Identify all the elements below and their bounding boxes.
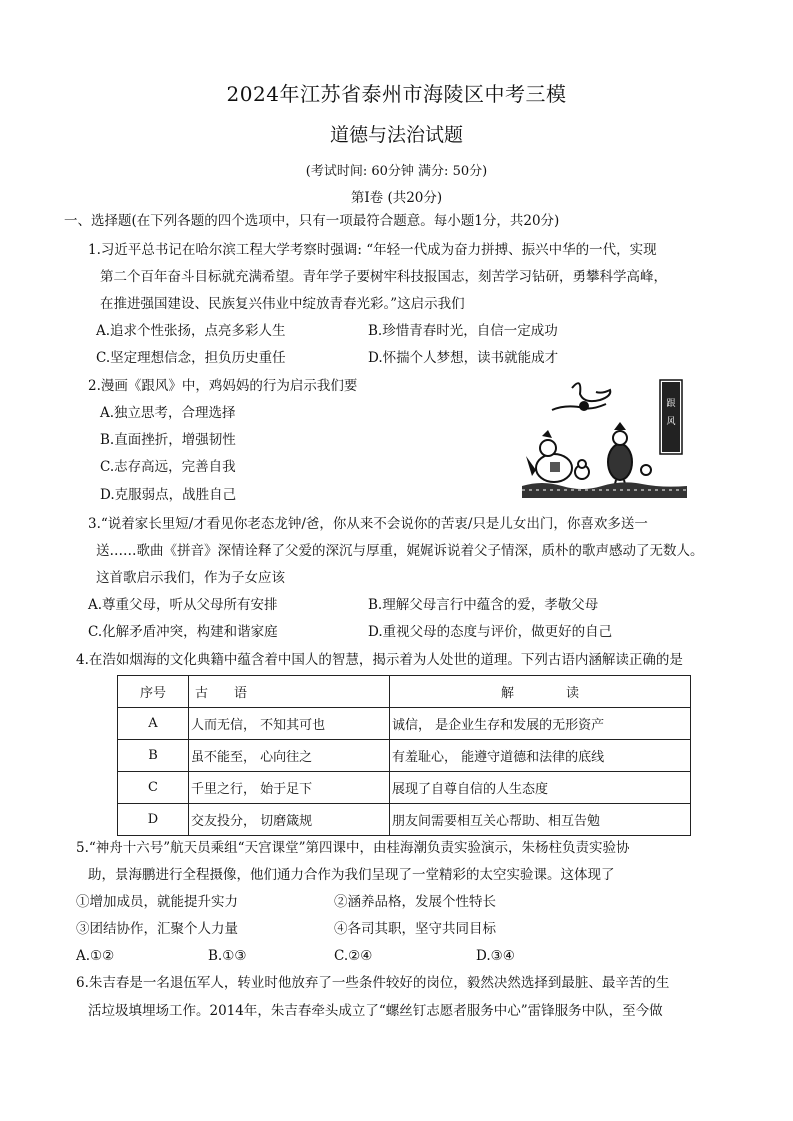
q4-table bbox=[117, 675, 691, 836]
q4-cell-quote: 交友投分， 切磨箴规 bbox=[189, 804, 390, 836]
q4-table-header bbox=[118, 676, 691, 708]
table-row bbox=[118, 804, 691, 836]
q5-item-2: ②涵养品格，发展个性特长 bbox=[334, 894, 496, 910]
q5-option-b: B.①③ bbox=[208, 948, 247, 964]
q1-option-a: A.追求个性张扬，点亮多彩人生 bbox=[96, 323, 286, 339]
q6-line-1: 6.朱吉春是一名退伍军人，转业时他放弃了一些条件较好的岗位，毅然决然选择到最脏、最辛苦的生 bbox=[76, 975, 670, 991]
q4-cell-quote: 虽不能至， 心向往之 bbox=[189, 740, 390, 772]
svg-text:跟: 跟 bbox=[666, 399, 676, 409]
q5-option-d: D.③④ bbox=[476, 948, 515, 964]
q5-option-c: C.②④ bbox=[334, 948, 373, 964]
q4-cell-interpretation: 诚信， 是企业生存和发展的无形资产 bbox=[390, 708, 691, 740]
q3-line-3: 这首歌启示我们，作为子女应该 bbox=[96, 570, 285, 586]
q4-cell-interpretation: 展现了自尊自信的人生态度 bbox=[390, 772, 691, 804]
q1-option-d: D.怀揣个人梦想，读书就能成才 bbox=[368, 350, 559, 366]
q2-option-a: A.独立思考，合理选择 bbox=[100, 405, 236, 421]
exam-info: (考试时间: 60分钟 满分: 50分) bbox=[305, 164, 488, 179]
volume-label: 第Ⅰ卷 (共20分) bbox=[350, 190, 443, 206]
q2-option-b: B.直面挫折，增强韧性 bbox=[100, 432, 236, 448]
q4-cell-label: D bbox=[118, 804, 189, 836]
table-row bbox=[118, 708, 691, 740]
q1-option-c: C.坚定理想信念，担负历史重任 bbox=[96, 350, 286, 366]
section-heading: 一、选择题(在下列各题的四个选项中，只有一项最符合题意。每小题1分，共20分) bbox=[64, 213, 560, 229]
q4-cell-interpretation: 朋友间需要相互关心帮助、相互告勉 bbox=[390, 804, 691, 836]
q5-line-2: 助，景海鹏进行全程摄像，他们通力合作为我们呈现了一堂精彩的太空实验课。这体现了 bbox=[88, 867, 615, 883]
q6-line-2: 活垃圾填埋场工作。2014年，朱吉春牵头成立了“螺丝钉志愿者服务中心”雷锋服务中队，至今做 bbox=[88, 1003, 663, 1019]
q5-item-3: ③团结协作，汇聚个人力量 bbox=[76, 921, 238, 937]
q4-header-number: 序号 bbox=[118, 676, 189, 708]
q5-item-1: ①增加成员，就能提升实力 bbox=[76, 894, 238, 910]
q4-cell-quote: 千里之行， 始于足下 bbox=[189, 772, 390, 804]
q3-line-2: 送……歌曲《拼音》深情诠释了父爱的深沉与厚重，娓娓诉说着父子情深，质朴的歌声感动了无数人。 bbox=[96, 543, 704, 559]
q4-header-quote: 古 语 bbox=[189, 676, 390, 708]
q3-line-1: 3.“说着家长里短/才看见你老态龙钟/爸，你从来不会说你的苦衷/只是儿女出门，你喜欢多送一 bbox=[88, 516, 648, 532]
q1-line-3: 在推进强国建设、民族复兴伟业中绽放青春光彩。”这启示我们 bbox=[100, 296, 465, 312]
q4-cell-label: B bbox=[118, 740, 189, 772]
q4-cell-interpretation: 有羞耻心， 能遵守道德和法律的底线 bbox=[390, 740, 691, 772]
q3-option-d: D.重视父母的态度与评价，做更好的自己 bbox=[368, 624, 613, 640]
q4-stem: 4.在浩如烟海的文化典籍中蕴含着中国人的智慧，揭示着为人处世的道理。下列古语内涵解读正确的是 bbox=[76, 652, 683, 668]
exam-title: 2024年江苏省泰州市海陵区中考三模 bbox=[226, 82, 567, 106]
banner-illustration bbox=[660, 380, 682, 454]
q2-option-d: D.克服弱点，战胜自己 bbox=[100, 487, 237, 503]
q3-option-a: A.尊重父母，听从父母所有安排 bbox=[88, 597, 278, 613]
q1-option-b: B.珍惜青春时光，自信一定成功 bbox=[368, 323, 558, 339]
svg-text:风: 风 bbox=[666, 417, 676, 427]
q3-option-c: C.化解矛盾冲突，构建和谐家庭 bbox=[88, 624, 278, 640]
q2-option-c: C.志存高远，完善自我 bbox=[100, 459, 236, 475]
q5-item-4: ④各司其职，坚守共同目标 bbox=[334, 921, 496, 937]
cartoon-image bbox=[522, 376, 687, 498]
q4-cell-label: A bbox=[118, 708, 189, 740]
q5-option-a: A.①② bbox=[76, 948, 115, 964]
table-row bbox=[118, 740, 691, 772]
q2-stem: 2.漫画《跟风》中，鸡妈妈的行为启示我们要 bbox=[88, 378, 358, 394]
exam-subtitle: 道德与法治试题 bbox=[329, 124, 463, 146]
table-row bbox=[118, 772, 691, 804]
q4-cell-quote: 人而无信， 不知其可也 bbox=[189, 708, 390, 740]
q4-cell-label: C bbox=[118, 772, 189, 804]
q5-line-1: 5.“神舟十六号”航天员乘组“天宫课堂”第四课中，由桂海潮负责实验演示，朱杨柱负责实验协 bbox=[76, 840, 630, 856]
q3-option-b: B.理解父母言行中蕴含的爱，孝敬父母 bbox=[368, 597, 599, 613]
q1-line-2: 第二个百年奋斗目标就充满希望。青年学子要树牢科技报国志，刻苦学习钻研，勇攀科学高峰， bbox=[100, 269, 667, 285]
q4-header-interpretation: 解 读 bbox=[390, 676, 691, 708]
q1-line-1: 1.习近平总书记在哈尔滨工程大学考察时强调: “年轻一代成为奋力拼搏、振兴中华的一代，实现 bbox=[88, 242, 657, 258]
